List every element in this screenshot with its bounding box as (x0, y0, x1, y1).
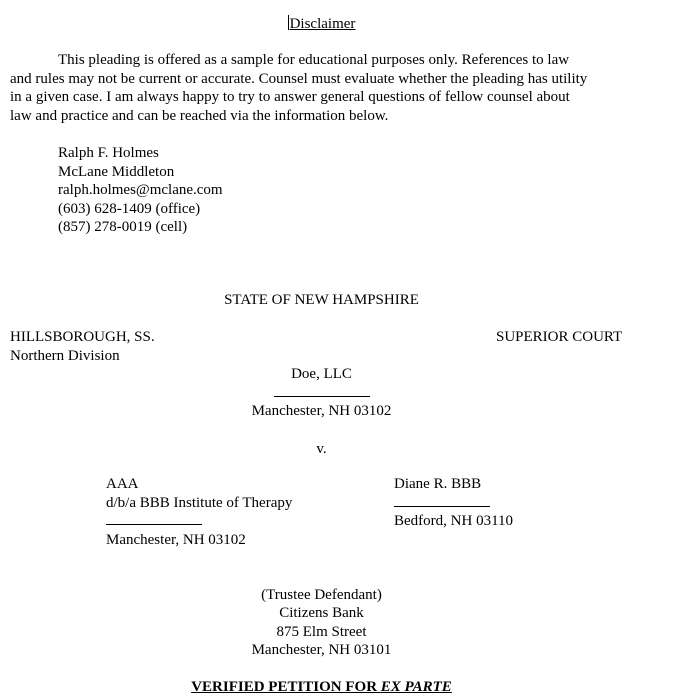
document-title (0, 678, 643, 697)
county-label: HILLSBOROUGH, SS. (10, 329, 155, 345)
disclaimer-line-1: This pleading is offered as a sample for educational purposes only. References to law (58, 52, 570, 68)
contact-name: Ralph F. Holmes (58, 145, 159, 161)
contact-email: ralph.holmes@mclane.com (58, 182, 223, 198)
trustee-label: (Trustee Defendant) (261, 587, 382, 603)
plaintiff-address-blank (0, 384, 643, 403)
document-title-italic: EX PARTE (380, 679, 452, 695)
versus-label: v. (316, 441, 327, 457)
blank-line (106, 512, 202, 525)
defendant-2-city: Bedford, NH 03110 (394, 513, 514, 529)
defendant-2-name: Diane R. BBB (394, 476, 482, 492)
disclaimer-paragraph (10, 51, 635, 125)
defendant-1-block (106, 475, 292, 549)
defendant-1-name: AAA (106, 476, 139, 492)
disclaimer-line-4: law and practice and can be reached via the information below. (10, 107, 389, 124)
defendant-1-address-blank (106, 512, 292, 531)
defendant-1-dba: d/b/a BBB Institute of Therapy (106, 494, 293, 511)
blank-line (274, 384, 370, 397)
contact-block (58, 144, 223, 237)
disclaimer-line-2: and rules may not be current or accurate. Counsel must evaluate whether the pleading has utility (10, 70, 588, 87)
defendant-2-block (394, 475, 513, 531)
contact-cell-phone: (857) 278-0019 (cell) (58, 219, 188, 235)
plaintiff-city: Manchester, NH 03102 (251, 403, 392, 419)
text-cursor (288, 15, 289, 30)
defendant-2-address-blank (394, 494, 513, 513)
defendant-1-city: Manchester, NH 03102 (106, 531, 246, 548)
document-title-prefix: VERIFIED PETITION FOR (191, 679, 381, 695)
disclaimer-line-3: in a given case. I am always happy to try to answer general questions of fellow counsel about (10, 89, 570, 105)
plaintiff-name: Doe, LLC (291, 366, 352, 382)
contact-firm: McLane Middleton (58, 163, 175, 180)
state-heading: STATE OF NEW HAMPSHIRE (224, 292, 419, 308)
trustee-street: 875 Elm Street (276, 624, 367, 640)
blank-line (394, 494, 490, 507)
division-label: Northern Division (10, 348, 120, 364)
trustee-city: Manchester, NH 03101 (251, 642, 392, 658)
contact-office-phone: (603) 628-1409 (office) (58, 200, 201, 217)
court-label: SUPERIOR COURT (496, 329, 623, 345)
trustee-name: Citizens Bank (279, 605, 364, 621)
disclaimer-heading: Disclaimer (289, 16, 356, 32)
